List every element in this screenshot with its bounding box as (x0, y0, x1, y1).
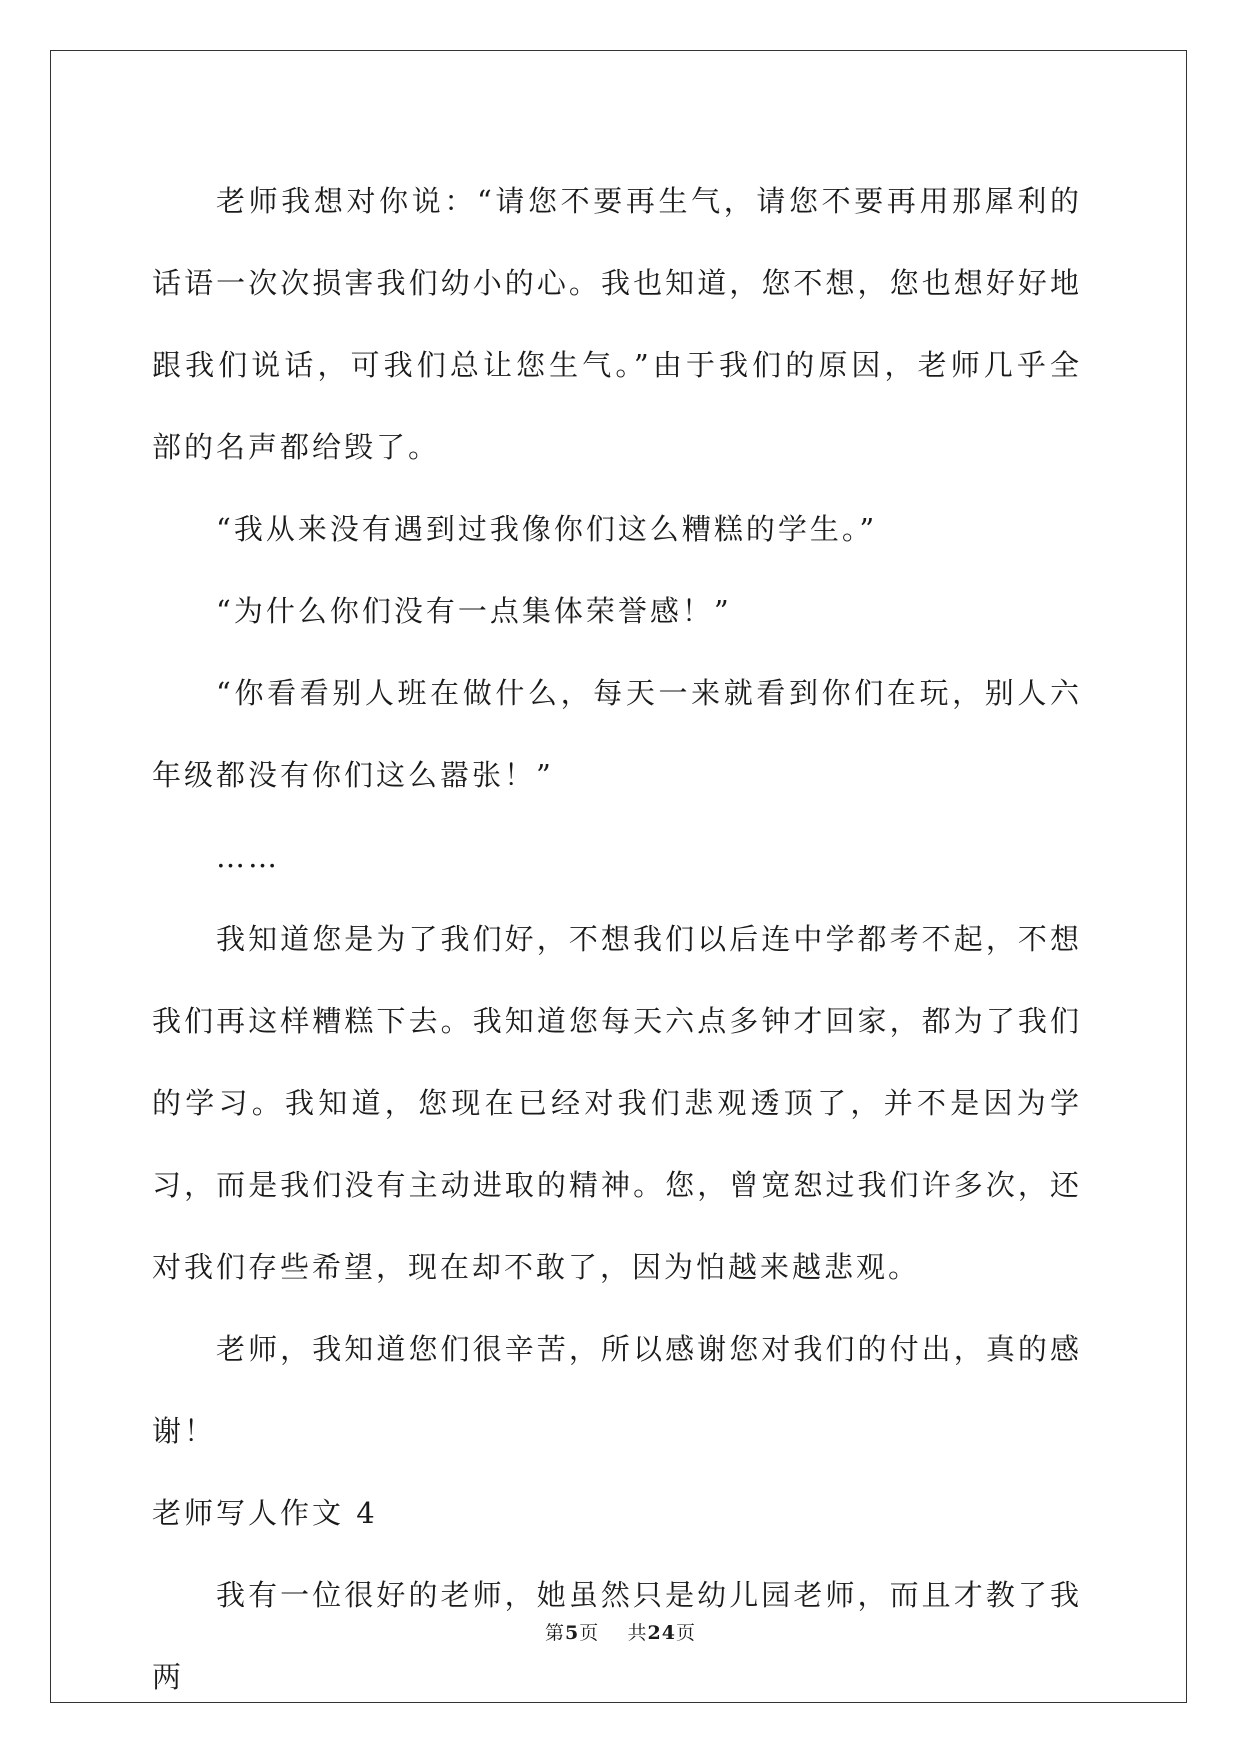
paragraph-ellipsis: …… (216, 840, 280, 874)
page-suffix: 页 (579, 1622, 600, 1644)
page-number: 5 (565, 1622, 580, 1644)
paragraph: 老师，我知道您们很辛苦，所以感谢您对我们的付出，真的感谢！ (152, 1332, 1082, 1448)
total-suffix: 页 (675, 1622, 696, 1644)
paragraph: 我有一位很好的老师，她虽然只是幼儿园老师，而且才教了我两 (152, 1578, 1082, 1694)
document-body (152, 160, 1082, 1718)
paragraph: “为什么你们没有一点集体荣誉感！” (216, 594, 732, 628)
paragraph: “我从来没有遇到过我像你们这么糟糕的学生。” (216, 512, 878, 546)
total-pages: 24 (647, 1622, 676, 1644)
section-heading: 老师写人作文 4 (152, 1496, 378, 1530)
paragraph: 我知道您是为了我们好，不想我们以后连中学都考不起，不想我们再这样糟糕下去。我知道您每天六点多钟才回家，都为了我们的学习。我知道，您现在已经对我们悲观透顶了，并不是因为学习，而是我们没有主动进取的精神。您，曾宽恕过我们许多次，还对我们存些希望，现在却不敢了，因为怕越来越悲观。 (152, 922, 1082, 1284)
paragraph: “你看看别人班在做什么，每天一来就看到你们在玩，别人六年级都没有你们这么嚣张！” (152, 676, 1082, 792)
page-prefix: 第 (545, 1622, 566, 1644)
paragraph: 老师我想对你说：“请您不要再生气，请您不要再用那犀利的话语一次次损害我们幼小的心。我也知道，您不想，您也想好好地跟我们说话，可我们总让您生气。”由于我们的原因，老师几乎全部的名声都给毁了。 (152, 184, 1082, 464)
total-prefix: 共 (627, 1622, 648, 1644)
page-footer (0, 1618, 1241, 1645)
